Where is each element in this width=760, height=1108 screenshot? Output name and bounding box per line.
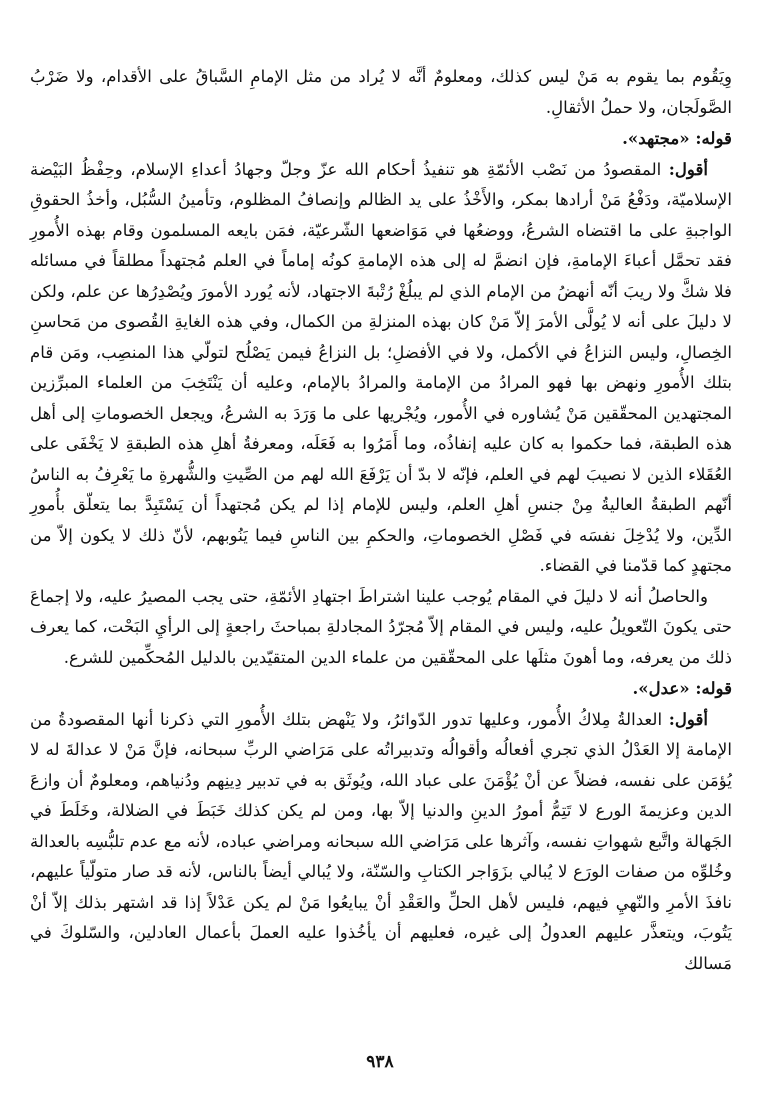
body-text [30,62,732,979]
aqul-label: أقول: [668,158,708,179]
opening-paragraph: وِيَقُوم بما يقوم به مَنْ ليس كذلك، ومعلومٌ أنَّه لا يُراد من مثل الإمامِ السَّباقُ على الأقدام، ولا ضَرْبُ الصَّولَجان، ولا حملُ الأثقالِ. [30,67,732,117]
section-paragraph-mujtahid-2: والحاصلُ أنه لا دليلَ في المقام يُوجب علينا اشتراطَ اجتهادِ الأئمّةِ، حتى يجب المصيرُ عليه، ولا إجماعَ حتى يكونَ التّعويلُ عليه، وليس في المقام إلاّ مُجرّدُ المجادلةِ بمباحثَ راجعةٍ إلى الرأيِ البَحْت، كما يعرف ذلك من يعرفه، وما أهونَ مثلَها على المحقّقين من علماء الدين المتقيّدين بالدليل المُحكِّمين للشرع. [30,586,732,667]
section-paragraph-mujtahid-1 [30,154,732,582]
section-heading-mujtahid: قوله: «مجتهد». [622,128,732,148]
aqul-label: أقول: [668,708,708,729]
paragraph-text: المقصودُ من نَصْب الأئمّةِ هو تنفيذُ أحكام الله عزّ وجلّ وجهادُ أعداءِ الإسلام، وحِفْظُ البَيْضة الإسلاميّة، ودَفْعُ مَنْ أرادها بمكر، والأَخْذُ على يد الظالم وإنصافُ المظلوم، وتأمينُ السُّبُل، وأخذُ الحقوقِ الواجبةِ على ما اقتضاه الشرعُ، ووضعُها في مَوَاضعها الشّرعيّة، فمَن بايعه المسلمون وقام بهذه الأُمورِ فقد تحمَّل أعباءَ الإمامةِ، فإن انضمَّ له إلى هذه الإمامةِ كونُه إماماً في العلم مُجتهداً مطلقاً في مسائله فلا شكَّ ولا ريبَ أنّه أنهضُ من الإمام الذي لم يبلُغْ رُتْبةَ الاجتهاد، لأنه يُورد الأمورَ ويُصْدِرُها عن علم، ولكن لا دليلَ على أنه لا يُولَّى الأمرَ إلاّ مَنْ كان بهذه المنزلةِ من الكمال، وفي هذه الغايةِ القُصوى من مَحاسنِ الخِصالِ، وليس النزاعُ في الأكمل، ولا في الأفضلِ؛ بل النزاعُ فيمن يَصْلُح لتولّي هذا المنصِب، ومَن قام بتلك الأُمورِ ونهض بها فهو المرادُ من الإمامة والمرادُ بالإمام، وعليه أن يَنْتَخِبَ من العلماء المبرِّزين المجتهدين المحقّقين مَنْ يُشاوره في الأُمور، ويُجْريها على ما وَرَدَ به الشرعُ، ويجعل الخصوماتِ إلى أهل هذه الطبقة، فما حكموا به كان عليه إنفاذُه، وما أَمَرُوا به فَعَلَه، ومعرفةُ أهلِ هذه الطبقةِ لا يَخْفَى على العُقَلاء الذين لا نصيبَ لهم في العلم، فإنّه لا بدّ أن يَرْفَعَ الله لهم من الصِّيتِ والشُّهرةِ ما يَعْرِفُ به الناسُ أنّهم الطبقةُ العاليةُ مِنْ جنسِ أهلِ العلم، وليس للإمام إذا لم يكن مُجتهداً أن يَسْتَبِدَّ بما يتعلّق بأُمورِ الدِّين، ولا يُدْخِلَ نفسَه في فَصْلِ الخصوماتِ، والحكمِ بين الناسِ فيما يَنُوبهم، لأنّ ذلك لا يكون إلاّ من مجتهدٍ كما قدّمنا في القضاء. [30,159,732,575]
section-heading-adl: قوله: «عدل». [632,678,732,698]
page-number: ٩٣٨ [366,1052,394,1072]
paragraph-text: العدالةُ مِلاكُ الأُمور، وعليها تدور الدّوائرُ، ولا يَنْهض بتلك الأُمورِ التي ذكرنا أنها المقصودةُ من الإمامة إلا العَدْلُ الذي تجري أفعالُه وأقوالُه وتدبيراتُه على مَرَاضي الربِّ سبحانه، فإنَّ مَنْ لا عدالةَ له لا يُؤمَن على نفسه، فضلاً عن أنْ يُؤْمَنَ على عباد الله، ويُوثَق به في تدبير دِينِهم ودُنياهم، ومعلومٌ أن وازعَ الدين وعزيمةَ الورع لا تَتِمُّ أمورُ الدينِ والدنيا إلاّ بها، ومن لم يكن كذلك خَبَطَ في الضلالة، وخَلَطَ في الجَهالة واتَّبع شهواتِ نفسه، وآثرها على مَرَاضي الله سبحانه ومراضي عباده، لأنه مع عدم تلبُّسِه بالعدالة وخُلوِّه من صفات الورَع لا يُبالي بزَوَاجر الكتابِ والسّنّة، ولا يُبالي أيضاً بالناس، لأنه قد صار متولّياً عليهم، نافذَ الأمرِ والنّهيِ فيهم، فليس لأهل الحلِّ والعَقْدِ أنْ يبايعُوا مَنْ لم يكن عَدْلاً إذا قد اشتهر بذلك إلاّ أنْ يَتُوبَ، ويتعذَّر عليهم العدولُ إلى غيره، فعليهم أن يأخُذوا عليه العملَ بأعمال العادلين، والسّلوكَ في مَسالك [30,709,732,973]
section-paragraph-adl-1 [30,704,732,980]
